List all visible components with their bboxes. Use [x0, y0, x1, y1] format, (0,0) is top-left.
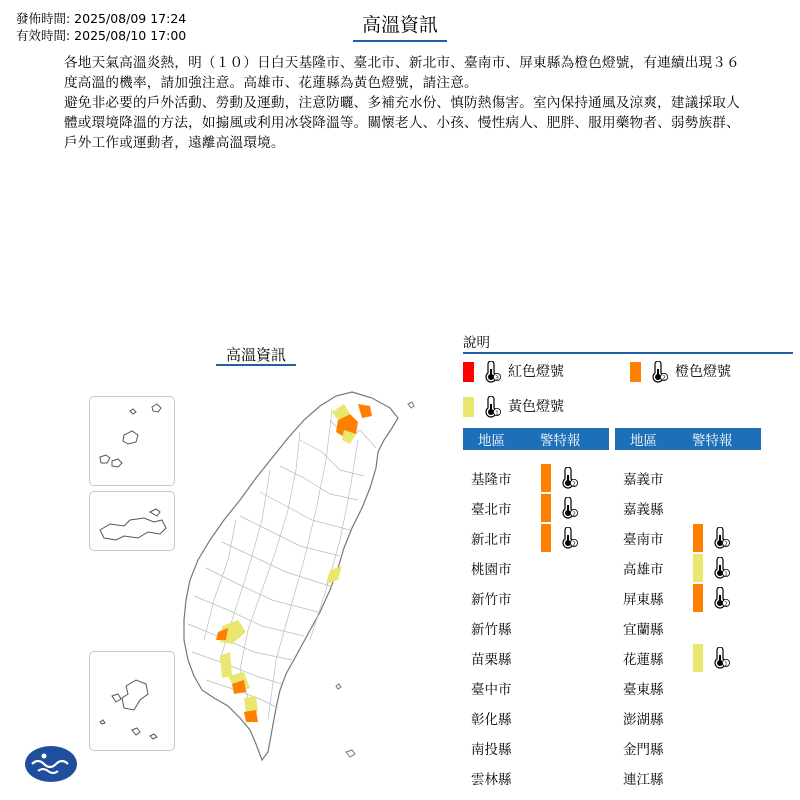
warning-swatch-orange — [693, 524, 703, 552]
table-row — [471, 613, 541, 643]
region-name: 花蓮縣 — [623, 652, 664, 668]
warning-indicator — [693, 644, 731, 672]
table-row — [623, 733, 693, 763]
warning-swatch-orange — [541, 464, 551, 492]
legend-item-orange — [630, 361, 731, 383]
svg-text:1: 1 — [724, 571, 728, 578]
table-row — [623, 673, 693, 703]
warning-indicator — [693, 524, 731, 552]
table-row — [623, 613, 693, 643]
svg-text:3: 3 — [495, 375, 499, 382]
svg-text:2: 2 — [572, 511, 576, 518]
region-name: 新竹縣 — [471, 622, 512, 638]
thermometer-icon — [709, 587, 731, 609]
region-name: 屏東縣 — [623, 592, 664, 608]
region-name: 基隆市 — [471, 472, 512, 488]
description-paragraph-1: 各地天氣高溫炎熱，明（１０）日白天基隆市、臺北市、新北市、臺南市、屏東縣為橙色燈號，有連續出現３６度高溫的機率，請加強注意。高雄市、花蓮縣為黃色燈號，請注意。 — [64, 55, 740, 91]
yellow-swatch — [463, 397, 474, 417]
region-name: 新竹市 — [471, 592, 512, 608]
header-warning: 警特報 — [540, 433, 581, 449]
table-row — [623, 553, 731, 583]
table-row — [623, 703, 693, 733]
region-name: 澎湖縣 — [623, 712, 664, 728]
valid-time: 有效時間: 2025/08/10 17:00 — [16, 28, 187, 43]
table-row — [471, 523, 579, 553]
description-paragraph-2: 避免非必要的戶外活動、勞動及運動，注意防曬、多補充水份、慎防熱傷害。室內保持通風及涼爽，建議採取人體或環境降溫的方法，如搧風或利用冰袋降溫等。關懷老人、小孩、慢性病人、肥胖、服用藥物者、弱勢族群、戶外工作或運動者，遠離高溫環境。 — [64, 95, 740, 151]
thermometer-orange-icon — [647, 361, 669, 383]
region-name: 桃園市 — [471, 562, 512, 578]
warning-swatch-orange — [693, 584, 703, 612]
orange-swatch — [630, 362, 641, 382]
page-title: 高溫資訊 — [361, 14, 438, 36]
region-kaohsiung-yellow — [220, 652, 232, 678]
table-row — [623, 463, 693, 493]
thermometer-icon — [557, 497, 579, 519]
table-header-right — [615, 428, 761, 450]
table-row — [471, 703, 541, 733]
warning-indicator — [541, 494, 579, 522]
warning-indicator — [693, 554, 731, 582]
thermometer-icon — [557, 467, 579, 489]
warning-swatch-orange — [541, 524, 551, 552]
table-row — [623, 493, 693, 523]
svg-text:2: 2 — [662, 375, 666, 382]
thermometer-icon — [557, 527, 579, 549]
legend-label-red: 紅色燈號 — [508, 364, 564, 380]
header-region: 地區 — [630, 433, 657, 449]
region-name: 臺中市 — [471, 682, 512, 698]
table-row — [471, 553, 541, 583]
table-row — [623, 763, 693, 793]
warning-swatch-yellow — [693, 554, 703, 582]
table-header-left — [463, 428, 609, 450]
region-name: 宜蘭縣 — [623, 622, 664, 638]
region-name: 臺南市 — [623, 532, 664, 548]
thermometer-icon — [709, 557, 731, 579]
region-name: 嘉義市 — [623, 472, 664, 488]
map-title: 高溫資訊 — [225, 346, 286, 364]
region-name: 連江縣 — [623, 772, 664, 788]
table-row — [623, 583, 731, 613]
svg-text:1: 1 — [495, 410, 499, 417]
legend-label-orange: 橙色燈號 — [675, 364, 731, 380]
region-name: 高雄市 — [623, 562, 664, 578]
legend-label-yellow: 黃色燈號 — [508, 399, 564, 415]
region-name: 臺東縣 — [623, 682, 664, 698]
region-name: 金門縣 — [623, 742, 664, 758]
svg-text:2: 2 — [572, 481, 576, 488]
svg-text:2: 2 — [724, 541, 728, 548]
table-row — [623, 643, 731, 673]
warning-swatch-yellow — [693, 644, 703, 672]
thermometer-icon — [709, 527, 731, 549]
header-warning: 警特報 — [692, 433, 733, 449]
table-row — [471, 643, 541, 673]
region-name: 南投縣 — [471, 742, 512, 758]
region-name: 臺北市 — [471, 502, 512, 518]
table-row — [471, 583, 541, 613]
legend-item-red — [463, 361, 564, 383]
thermometer-red-icon — [480, 361, 502, 383]
agency-logo — [24, 744, 78, 784]
legend-underline — [463, 352, 793, 354]
svg-text:1: 1 — [724, 661, 728, 668]
warning-indicator — [541, 524, 579, 552]
region-pingtung-orange — [244, 710, 258, 722]
region-name: 新北市 — [471, 532, 512, 548]
warning-indicator — [693, 584, 731, 612]
region-name: 嘉義縣 — [623, 502, 664, 518]
svg-text:2: 2 — [572, 541, 576, 548]
table-row — [471, 463, 579, 493]
warning-indicator — [541, 464, 579, 492]
header-region: 地區 — [478, 433, 505, 449]
region-name: 苗栗縣 — [471, 652, 512, 668]
svg-text:2: 2 — [724, 601, 728, 608]
table-row — [471, 763, 541, 793]
table-row — [623, 523, 731, 553]
table-row — [471, 673, 541, 703]
region-name: 彰化縣 — [471, 712, 512, 728]
warning-swatch-orange — [541, 494, 551, 522]
legend-title: 說明 — [463, 335, 490, 351]
red-swatch — [463, 362, 474, 382]
table-row — [471, 733, 541, 763]
legend-item-yellow — [463, 396, 564, 418]
region-name: 雲林縣 — [471, 772, 512, 788]
thermometer-yellow-icon — [480, 396, 502, 418]
table-row — [471, 493, 579, 523]
issue-time: 發佈時間: 2025/08/09 17:24 — [16, 11, 187, 26]
thermometer-icon — [709, 647, 731, 669]
taiwan-island-outline — [184, 392, 398, 760]
